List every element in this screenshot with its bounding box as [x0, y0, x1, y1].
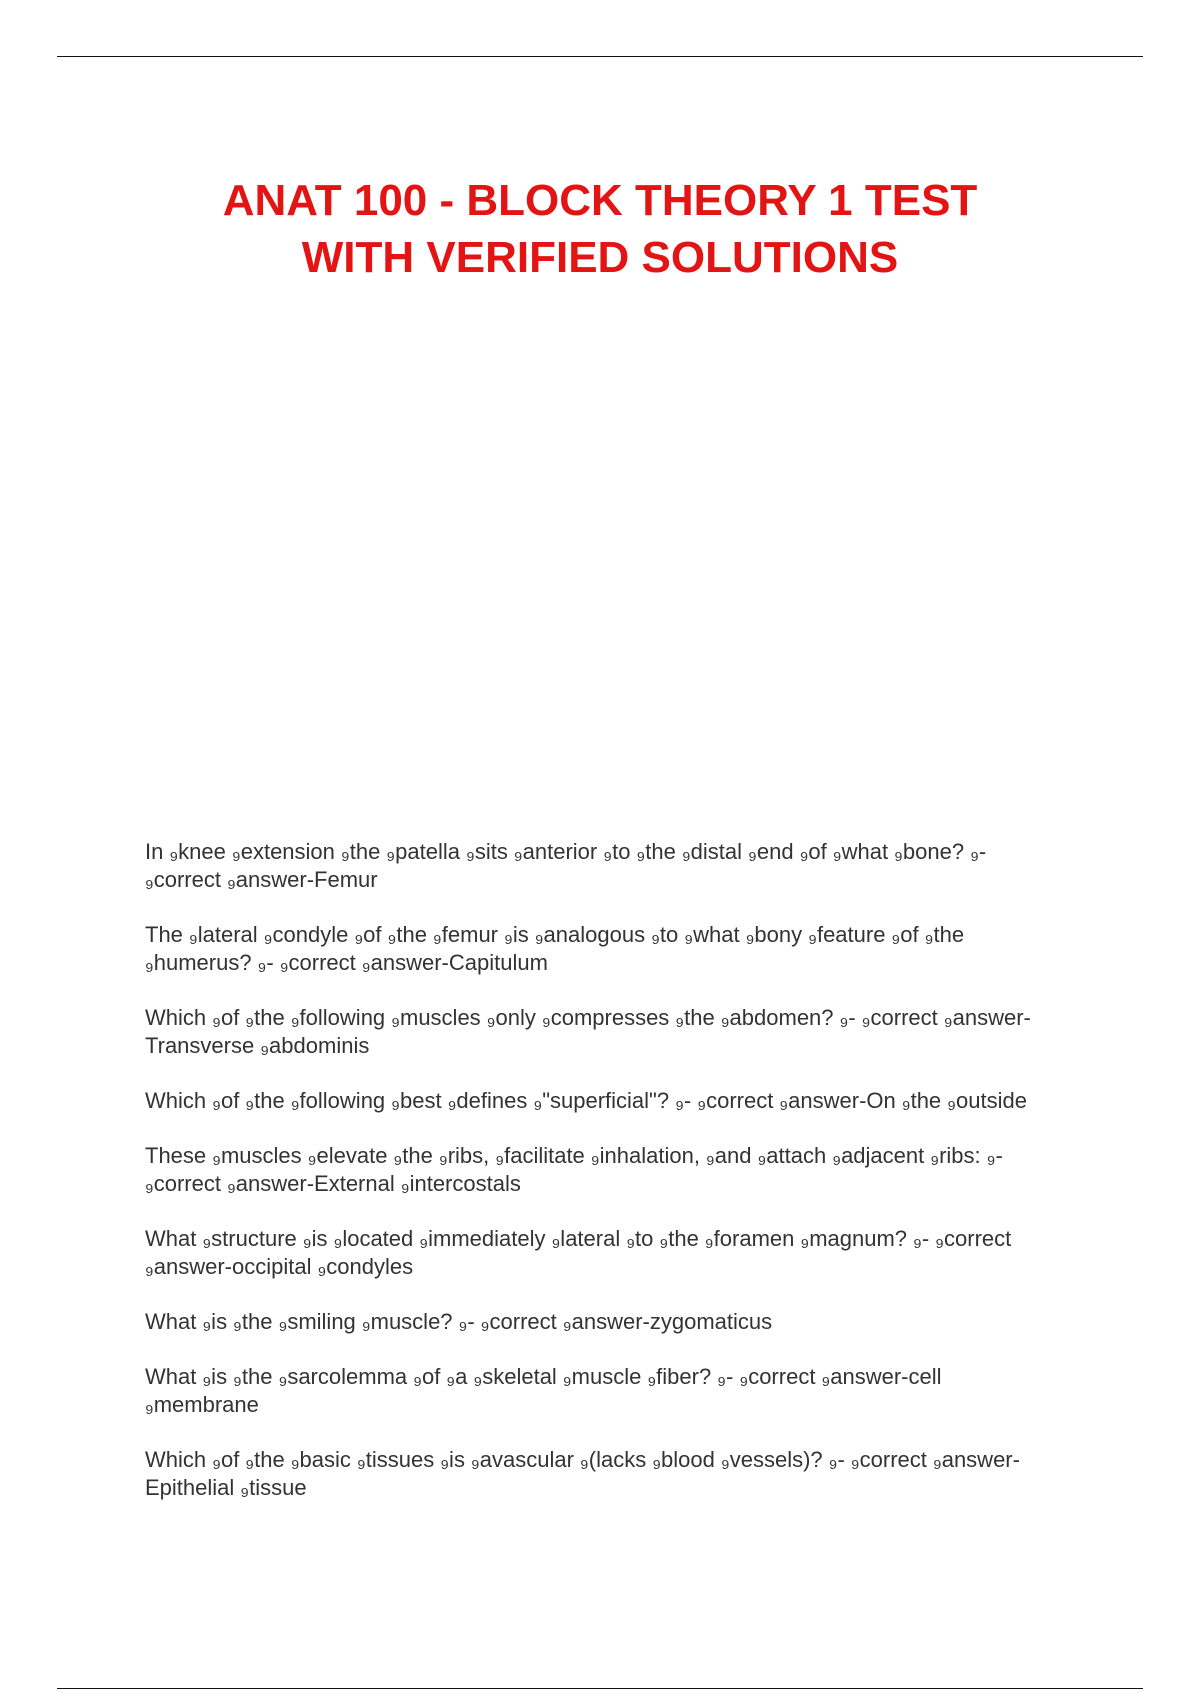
header-divider	[57, 56, 1143, 57]
qa-item: What ₉is ₉the ₉sarcolemma ₉of ₉a ₉skeletal ₉muscle ₉fiber? ₉- ₉correct ₉answer-cell ₉membrane	[145, 1364, 942, 1417]
qa-item: These ₉muscles ₉elevate ₉the ₉ribs, ₉facilitate ₉inhalation, ₉and ₉attach ₉adjacent ₉ribs: ₉- ₉correct ₉answer-External ₉intercostals	[145, 1143, 1003, 1196]
qa-item: What ₉is ₉the ₉smiling ₉muscle? ₉- ₉correct ₉answer-zygomaticus	[145, 1309, 773, 1334]
qa-item: In ₉knee ₉extension ₉the ₉patella ₉sits ₉anterior ₉to ₉the ₉distal ₉end ₉of ₉what ₉bone? ₉- ₉correct ₉answer-Femur	[145, 839, 987, 892]
qa-item: The ₉lateral ₉condyle ₉of ₉the ₉femur ₉is ₉analogous ₉to ₉what ₉bony ₉feature ₉of ₉the ₉humerus? ₉- ₉correct ₉answer-Capitulum	[145, 922, 965, 975]
question-answer-list	[145, 838, 1045, 1529]
qa-item: Which ₉of ₉the ₉following ₉best ₉defines ₉"superficial"? ₉- ₉correct ₉answer-On ₉the ₉outside	[145, 1088, 1027, 1113]
qa-item: Which ₉of ₉the ₉basic ₉tissues ₉is ₉avascular ₉(lacks ₉blood ₉vessels)? ₉- ₉correct ₉answer-Epithelial ₉tissue	[145, 1447, 1020, 1500]
qa-item: Which ₉of ₉the ₉following ₉muscles ₉only ₉compresses ₉the ₉abdomen? ₉- ₉correct ₉answer-Transverse ₉abdominis	[145, 1005, 1031, 1058]
qa-item: What ₉structure ₉is ₉located ₉immediately ₉lateral ₉to ₉the ₉foramen ₉magnum? ₉- ₉correct ₉answer-occipital ₉condyles	[145, 1226, 1012, 1279]
footer-divider	[57, 1688, 1143, 1689]
title-line-1: ANAT 100 - BLOCK THEORY 1 TEST	[222, 176, 978, 225]
document-title	[0, 172, 1200, 286]
title-line-2: WITH VERIFIED SOLUTIONS	[301, 233, 899, 282]
